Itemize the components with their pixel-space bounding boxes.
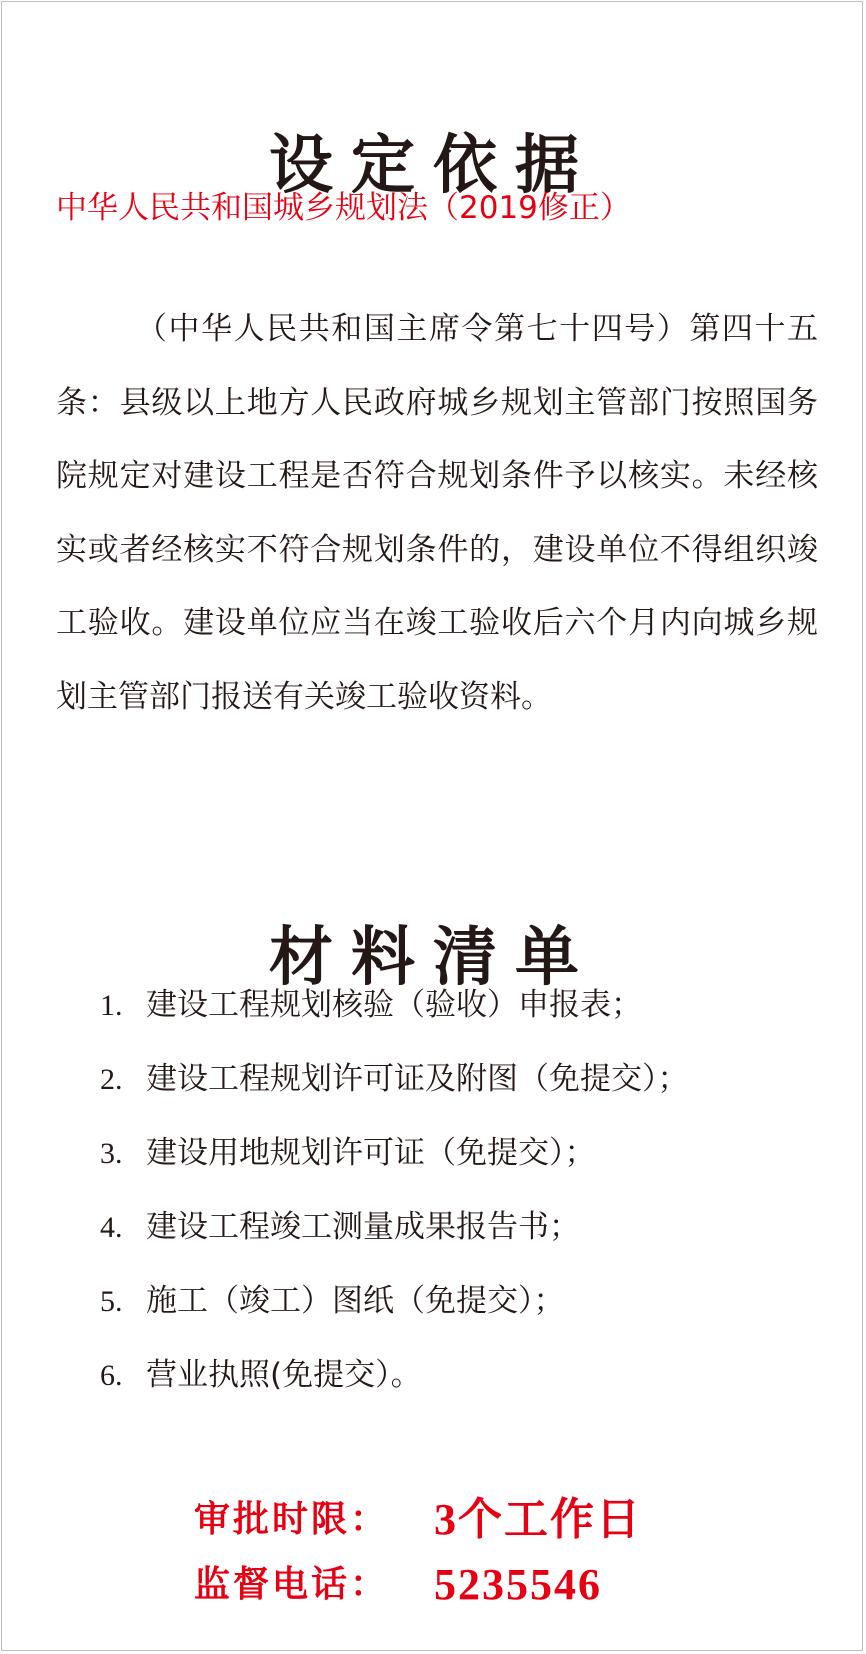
list-item (100, 1197, 689, 1271)
list-item-text: 建设工程规划许可证及附图（免提交）； (146, 1061, 689, 1097)
approval-time-label: 审批时限： (194, 1499, 390, 1540)
list-item-text: 施工（竣工）图纸（免提交）； (146, 1283, 565, 1319)
supervision-phone-value: 5235546 (434, 1560, 602, 1609)
list-item-text: 建设工程竣工测量成果报告书； (146, 1209, 580, 1245)
list-item-number: 4. (100, 1211, 123, 1244)
list-item-number: 5. (100, 1285, 123, 1318)
list-item-number: 6. (100, 1359, 123, 1392)
list-item-text: 营业执照(免提交）。 (146, 1357, 422, 1393)
list-item-number: 2. (100, 1063, 123, 1096)
list-item (100, 1123, 689, 1197)
list-item (100, 1049, 689, 1123)
approval-time-value: 3个工作日 (434, 1495, 642, 1544)
materials-heading: 材料清单 (269, 919, 597, 995)
supervision-phone-row (194, 1555, 602, 1615)
supervision-phone-label: 监督电话： (194, 1564, 390, 1605)
law-article-text: （中华人民共和国主席令第七十四号）第四十五条：县级以上地方人民政府城乡规划主管部门按照国务院规定对建设工程是否符合规划条件予以核实。未经核实或者经核实不符合规划条件的，建设单位不得组织竣工验收。建设单位应当在竣工验收后六个月内向城乡规划主管部门报送有关竣工验收资料。 (56, 311, 818, 715)
list-item (100, 975, 689, 1049)
list-item-number: 3. (100, 1137, 123, 1170)
basis-heading: 设定依据 (269, 127, 597, 203)
approval-time-row (194, 1490, 642, 1550)
materials-list (100, 975, 689, 1419)
list-item-text: 建设用地规划许可证（免提交）； (146, 1135, 596, 1171)
law-title: 中华人民共和国城乡规划法（2019修正） (56, 190, 631, 226)
list-item (100, 1271, 689, 1345)
list-item-number: 1. (100, 989, 123, 1022)
list-item-text: 建设工程规划核验（验收）申报表； (146, 987, 642, 1023)
list-item (100, 1345, 689, 1419)
